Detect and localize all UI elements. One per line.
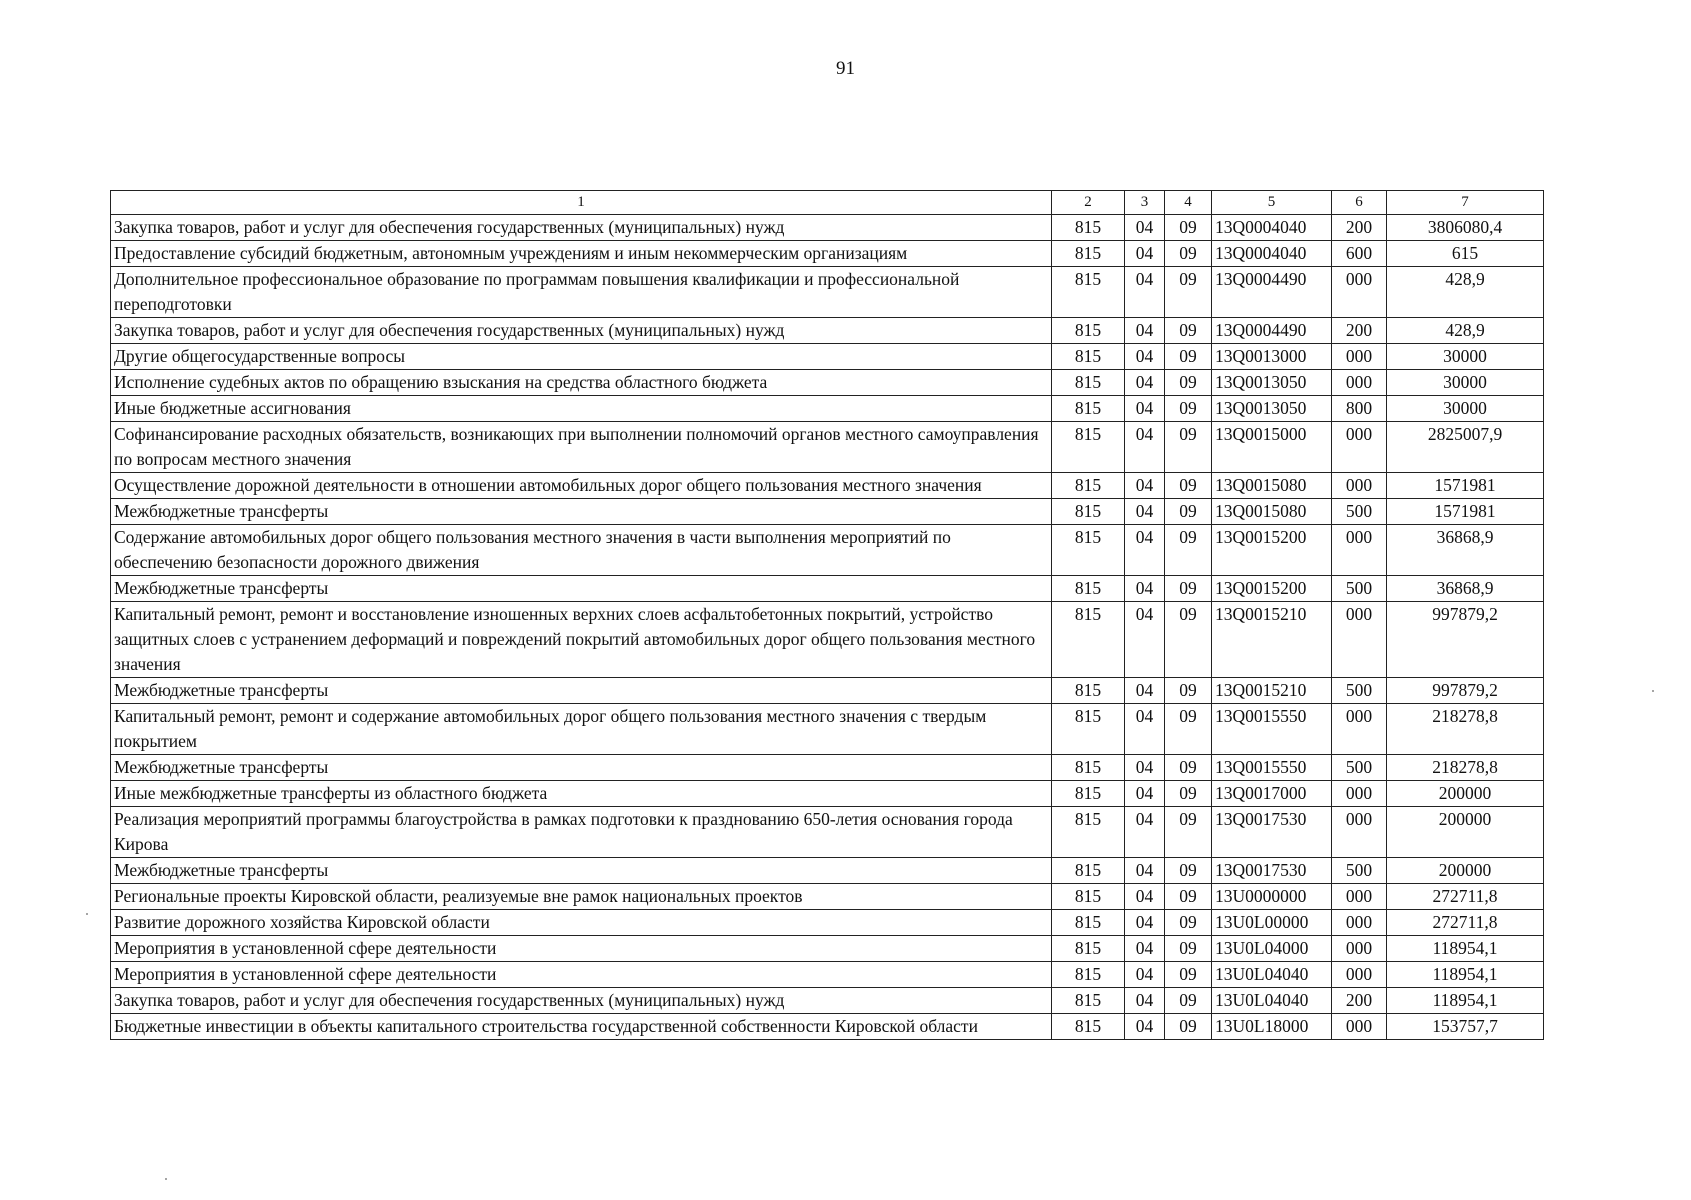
target-article-code-cell: 13Q0004490: [1212, 318, 1332, 344]
subsection-code-cell: 09: [1165, 910, 1212, 936]
amount-cell: 1571981: [1387, 473, 1544, 499]
table-row: [111, 241, 1544, 267]
amount-cell: 272711,8: [1387, 884, 1544, 910]
item-name-cell: Дополнительное профессиональное образование по программам повышения квалификации и профессиональной переподготовки: [111, 267, 1052, 318]
ministry-code-cell: 815: [1052, 525, 1125, 576]
table-row: [111, 370, 1544, 396]
column-header: 6: [1332, 191, 1387, 215]
section-code-cell: 04: [1125, 396, 1165, 422]
item-name-cell: Исполнение судебных актов по обращению взыскания на средства областного бюджета: [111, 370, 1052, 396]
target-article-code-cell: 13Q0017000: [1212, 781, 1332, 807]
ministry-code-cell: 815: [1052, 499, 1125, 525]
amount-cell: 218278,8: [1387, 755, 1544, 781]
column-header: 1: [111, 191, 1052, 215]
table-row: [111, 215, 1544, 241]
item-name-cell: Бюджетные инвестиции в объекты капитального строительства государственной собственности Кировской области: [111, 1014, 1052, 1040]
table-row: [111, 576, 1544, 602]
amount-cell: 118954,1: [1387, 988, 1544, 1014]
expense-type-code-cell: 500: [1332, 755, 1387, 781]
table-row: [111, 318, 1544, 344]
amount-cell: 200000: [1387, 807, 1544, 858]
subsection-code-cell: 09: [1165, 1014, 1212, 1040]
section-code-cell: 04: [1125, 936, 1165, 962]
expense-type-code-cell: 000: [1332, 473, 1387, 499]
subsection-code-cell: 09: [1165, 884, 1212, 910]
ministry-code-cell: 815: [1052, 602, 1125, 678]
amount-cell: 36868,9: [1387, 576, 1544, 602]
ministry-code-cell: 815: [1052, 781, 1125, 807]
subsection-code-cell: 09: [1165, 678, 1212, 704]
section-code-cell: 04: [1125, 678, 1165, 704]
item-name-cell: Межбюджетные трансферты: [111, 858, 1052, 884]
section-code-cell: 04: [1125, 473, 1165, 499]
target-article-code-cell: 13Q0015550: [1212, 704, 1332, 755]
table-row: [111, 962, 1544, 988]
ministry-code-cell: 815: [1052, 267, 1125, 318]
ministry-code-cell: 815: [1052, 422, 1125, 473]
expense-type-code-cell: 500: [1332, 576, 1387, 602]
ministry-code-cell: 815: [1052, 755, 1125, 781]
item-name-cell: Закупка товаров, работ и услуг для обеспечения государственных (муниципальных) нужд: [111, 318, 1052, 344]
section-code-cell: 04: [1125, 344, 1165, 370]
header-row: [111, 191, 1544, 215]
amount-cell: 615: [1387, 241, 1544, 267]
item-name-cell: Осуществление дорожной деятельности в отношении автомобильных дорог общего пользования местного значения: [111, 473, 1052, 499]
section-code-cell: 04: [1125, 422, 1165, 473]
table-row: [111, 910, 1544, 936]
subsection-code-cell: 09: [1165, 396, 1212, 422]
subsection-code-cell: 09: [1165, 422, 1212, 473]
target-article-code-cell: 13Q0015000: [1212, 422, 1332, 473]
section-code-cell: 04: [1125, 499, 1165, 525]
amount-cell: 272711,8: [1387, 910, 1544, 936]
target-article-code-cell: 13Q0013050: [1212, 396, 1332, 422]
table-row: [111, 884, 1544, 910]
ministry-code-cell: 815: [1052, 910, 1125, 936]
subsection-code-cell: 09: [1165, 781, 1212, 807]
column-header: 3: [1125, 191, 1165, 215]
amount-cell: 30000: [1387, 370, 1544, 396]
item-name-cell: Иные бюджетные ассигнования: [111, 396, 1052, 422]
subsection-code-cell: 09: [1165, 215, 1212, 241]
target-article-code-cell: 13U0L04040: [1212, 988, 1332, 1014]
expense-type-code-cell: 500: [1332, 499, 1387, 525]
table-row: [111, 267, 1544, 318]
table-row: [111, 396, 1544, 422]
column-header: 7: [1387, 191, 1544, 215]
section-code-cell: 04: [1125, 858, 1165, 884]
section-code-cell: 04: [1125, 807, 1165, 858]
section-code-cell: 04: [1125, 1014, 1165, 1040]
item-name-cell: Содержание автомобильных дорог общего пользования местного значения в части выполнения мероприятий по обеспечению безопасности дорожного движения: [111, 525, 1052, 576]
ministry-code-cell: 815: [1052, 318, 1125, 344]
target-article-code-cell: 13Q0015200: [1212, 576, 1332, 602]
target-article-code-cell: 13U0L04040: [1212, 962, 1332, 988]
table-row: [111, 678, 1544, 704]
expense-type-code-cell: 000: [1332, 704, 1387, 755]
column-header: 5: [1212, 191, 1332, 215]
table-row: [111, 704, 1544, 755]
ministry-code-cell: 815: [1052, 1014, 1125, 1040]
scan-speck: [1652, 690, 1654, 692]
target-article-code-cell: 13U0000000: [1212, 884, 1332, 910]
amount-cell: 36868,9: [1387, 525, 1544, 576]
table-row: [111, 807, 1544, 858]
ministry-code-cell: 815: [1052, 962, 1125, 988]
expense-type-code-cell: 000: [1332, 267, 1387, 318]
target-article-code-cell: 13Q0013050: [1212, 370, 1332, 396]
expense-type-code-cell: 800: [1332, 396, 1387, 422]
subsection-code-cell: 09: [1165, 755, 1212, 781]
table-body: [111, 215, 1544, 1040]
ministry-code-cell: 815: [1052, 936, 1125, 962]
section-code-cell: 04: [1125, 988, 1165, 1014]
item-name-cell: Иные межбюджетные трансферты из областного бюджета: [111, 781, 1052, 807]
subsection-code-cell: 09: [1165, 525, 1212, 576]
table-row: [111, 988, 1544, 1014]
subsection-code-cell: 09: [1165, 962, 1212, 988]
subsection-code-cell: 09: [1165, 858, 1212, 884]
amount-cell: 30000: [1387, 344, 1544, 370]
scan-speck: [86, 913, 88, 915]
amount-cell: 1571981: [1387, 499, 1544, 525]
item-name-cell: Капитальный ремонт, ремонт и восстановление изношенных верхних слоев асфальтобетонных покрытий, устройство защитных слоев с устранением деформаций и повреждений покрытий автомобильных дорог общего пользования местного значения: [111, 602, 1052, 678]
expense-type-code-cell: 600: [1332, 241, 1387, 267]
amount-cell: 3806080,4: [1387, 215, 1544, 241]
item-name-cell: Межбюджетные трансферты: [111, 576, 1052, 602]
table-row: [111, 473, 1544, 499]
subsection-code-cell: 09: [1165, 267, 1212, 318]
item-name-cell: Межбюджетные трансферты: [111, 678, 1052, 704]
table-row: [111, 344, 1544, 370]
subsection-code-cell: 09: [1165, 936, 1212, 962]
target-article-code-cell: 13U0L18000: [1212, 1014, 1332, 1040]
amount-cell: 153757,7: [1387, 1014, 1544, 1040]
subsection-code-cell: 09: [1165, 704, 1212, 755]
page-number: 91: [836, 58, 855, 79]
section-code-cell: 04: [1125, 704, 1165, 755]
ministry-code-cell: 815: [1052, 807, 1125, 858]
ministry-code-cell: 815: [1052, 576, 1125, 602]
expense-type-code-cell: 000: [1332, 936, 1387, 962]
table-row: [111, 499, 1544, 525]
item-name-cell: Межбюджетные трансферты: [111, 755, 1052, 781]
ministry-code-cell: 815: [1052, 370, 1125, 396]
section-code-cell: 04: [1125, 215, 1165, 241]
subsection-code-cell: 09: [1165, 318, 1212, 344]
target-article-code-cell: 13Q0015210: [1212, 602, 1332, 678]
subsection-code-cell: 09: [1165, 370, 1212, 396]
target-article-code-cell: 13U0L04000: [1212, 936, 1332, 962]
expense-type-code-cell: 000: [1332, 1014, 1387, 1040]
section-code-cell: 04: [1125, 755, 1165, 781]
subsection-code-cell: 09: [1165, 499, 1212, 525]
subsection-code-cell: 09: [1165, 602, 1212, 678]
table-row: [111, 525, 1544, 576]
item-name-cell: Развитие дорожного хозяйства Кировской области: [111, 910, 1052, 936]
section-code-cell: 04: [1125, 241, 1165, 267]
expense-type-code-cell: 000: [1332, 910, 1387, 936]
amount-cell: 200000: [1387, 781, 1544, 807]
expense-type-code-cell: 000: [1332, 370, 1387, 396]
item-name-cell: Другие общегосударственные вопросы: [111, 344, 1052, 370]
ministry-code-cell: 815: [1052, 396, 1125, 422]
target-article-code-cell: 13Q0015080: [1212, 473, 1332, 499]
section-code-cell: 04: [1125, 781, 1165, 807]
item-name-cell: Мероприятия в установленной сфере деятельности: [111, 936, 1052, 962]
section-code-cell: 04: [1125, 884, 1165, 910]
target-article-code-cell: 13Q0004040: [1212, 215, 1332, 241]
ministry-code-cell: 815: [1052, 858, 1125, 884]
section-code-cell: 04: [1125, 525, 1165, 576]
section-code-cell: 04: [1125, 370, 1165, 396]
expense-type-code-cell: 000: [1332, 422, 1387, 473]
item-name-cell: Софинансирование расходных обязательств, возникающих при выполнении полномочий органов местного самоуправления по вопросам местного значения: [111, 422, 1052, 473]
expense-type-code-cell: 000: [1332, 962, 1387, 988]
item-name-cell: Реализация мероприятий программы благоустройства в рамках подготовки к празднованию 650-летия основания города Кирова: [111, 807, 1052, 858]
target-article-code-cell: 13Q0017530: [1212, 807, 1332, 858]
amount-cell: 428,9: [1387, 267, 1544, 318]
target-article-code-cell: 13Q0015200: [1212, 525, 1332, 576]
amount-cell: 997879,2: [1387, 602, 1544, 678]
subsection-code-cell: 09: [1165, 344, 1212, 370]
subsection-code-cell: 09: [1165, 473, 1212, 499]
target-article-code-cell: 13U0L00000: [1212, 910, 1332, 936]
expense-type-code-cell: 000: [1332, 344, 1387, 370]
expense-type-code-cell: 000: [1332, 602, 1387, 678]
budget-table: [110, 190, 1544, 1040]
expense-type-code-cell: 000: [1332, 525, 1387, 576]
scan-speck: [165, 1178, 167, 1180]
table-row: [111, 602, 1544, 678]
ministry-code-cell: 815: [1052, 344, 1125, 370]
column-header: 2: [1052, 191, 1125, 215]
table-row: [111, 936, 1544, 962]
ministry-code-cell: 815: [1052, 241, 1125, 267]
item-name-cell: Мероприятия в установленной сфере деятельности: [111, 962, 1052, 988]
target-article-code-cell: 13Q0013000: [1212, 344, 1332, 370]
subsection-code-cell: 09: [1165, 988, 1212, 1014]
expense-type-code-cell: 000: [1332, 884, 1387, 910]
section-code-cell: 04: [1125, 602, 1165, 678]
expense-type-code-cell: 200: [1332, 318, 1387, 344]
table-row: [111, 781, 1544, 807]
item-name-cell: Закупка товаров, работ и услуг для обеспечения государственных (муниципальных) нужд: [111, 215, 1052, 241]
subsection-code-cell: 09: [1165, 807, 1212, 858]
amount-cell: 30000: [1387, 396, 1544, 422]
expense-type-code-cell: 200: [1332, 215, 1387, 241]
item-name-cell: Предоставление субсидий бюджетным, автономным учреждениям и иным некоммерческим организациям: [111, 241, 1052, 267]
ministry-code-cell: 815: [1052, 704, 1125, 755]
expense-type-code-cell: 000: [1332, 807, 1387, 858]
amount-cell: 200000: [1387, 858, 1544, 884]
ministry-code-cell: 815: [1052, 988, 1125, 1014]
item-name-cell: Закупка товаров, работ и услуг для обеспечения государственных (муниципальных) нужд: [111, 988, 1052, 1014]
table-row: [111, 858, 1544, 884]
expense-type-code-cell: 500: [1332, 858, 1387, 884]
ministry-code-cell: 815: [1052, 678, 1125, 704]
section-code-cell: 04: [1125, 318, 1165, 344]
amount-cell: 997879,2: [1387, 678, 1544, 704]
ministry-code-cell: 815: [1052, 473, 1125, 499]
table-row: [111, 422, 1544, 473]
ministry-code-cell: 815: [1052, 884, 1125, 910]
table-header: [111, 191, 1544, 215]
target-article-code-cell: 13Q0004490: [1212, 267, 1332, 318]
section-code-cell: 04: [1125, 576, 1165, 602]
amount-cell: 218278,8: [1387, 704, 1544, 755]
column-header: 4: [1165, 191, 1212, 215]
amount-cell: 118954,1: [1387, 936, 1544, 962]
item-name-cell: Межбюджетные трансферты: [111, 499, 1052, 525]
target-article-code-cell: 13Q0015550: [1212, 755, 1332, 781]
section-code-cell: 04: [1125, 962, 1165, 988]
table-row: [111, 1014, 1544, 1040]
amount-cell: 118954,1: [1387, 962, 1544, 988]
table-row: [111, 755, 1544, 781]
amount-cell: 428,9: [1387, 318, 1544, 344]
expense-type-code-cell: 000: [1332, 781, 1387, 807]
target-article-code-cell: 13Q0015210: [1212, 678, 1332, 704]
ministry-code-cell: 815: [1052, 215, 1125, 241]
target-article-code-cell: 13Q0017530: [1212, 858, 1332, 884]
item-name-cell: Капитальный ремонт, ремонт и содержание автомобильных дорог общего пользования местного значения с твердым покрытием: [111, 704, 1052, 755]
expense-type-code-cell: 500: [1332, 678, 1387, 704]
expense-type-code-cell: 200: [1332, 988, 1387, 1014]
subsection-code-cell: 09: [1165, 576, 1212, 602]
section-code-cell: 04: [1125, 910, 1165, 936]
amount-cell: 2825007,9: [1387, 422, 1544, 473]
item-name-cell: Региональные проекты Кировской области, реализуемые вне рамок национальных проектов: [111, 884, 1052, 910]
target-article-code-cell: 13Q0015080: [1212, 499, 1332, 525]
section-code-cell: 04: [1125, 267, 1165, 318]
subsection-code-cell: 09: [1165, 241, 1212, 267]
target-article-code-cell: 13Q0004040: [1212, 241, 1332, 267]
